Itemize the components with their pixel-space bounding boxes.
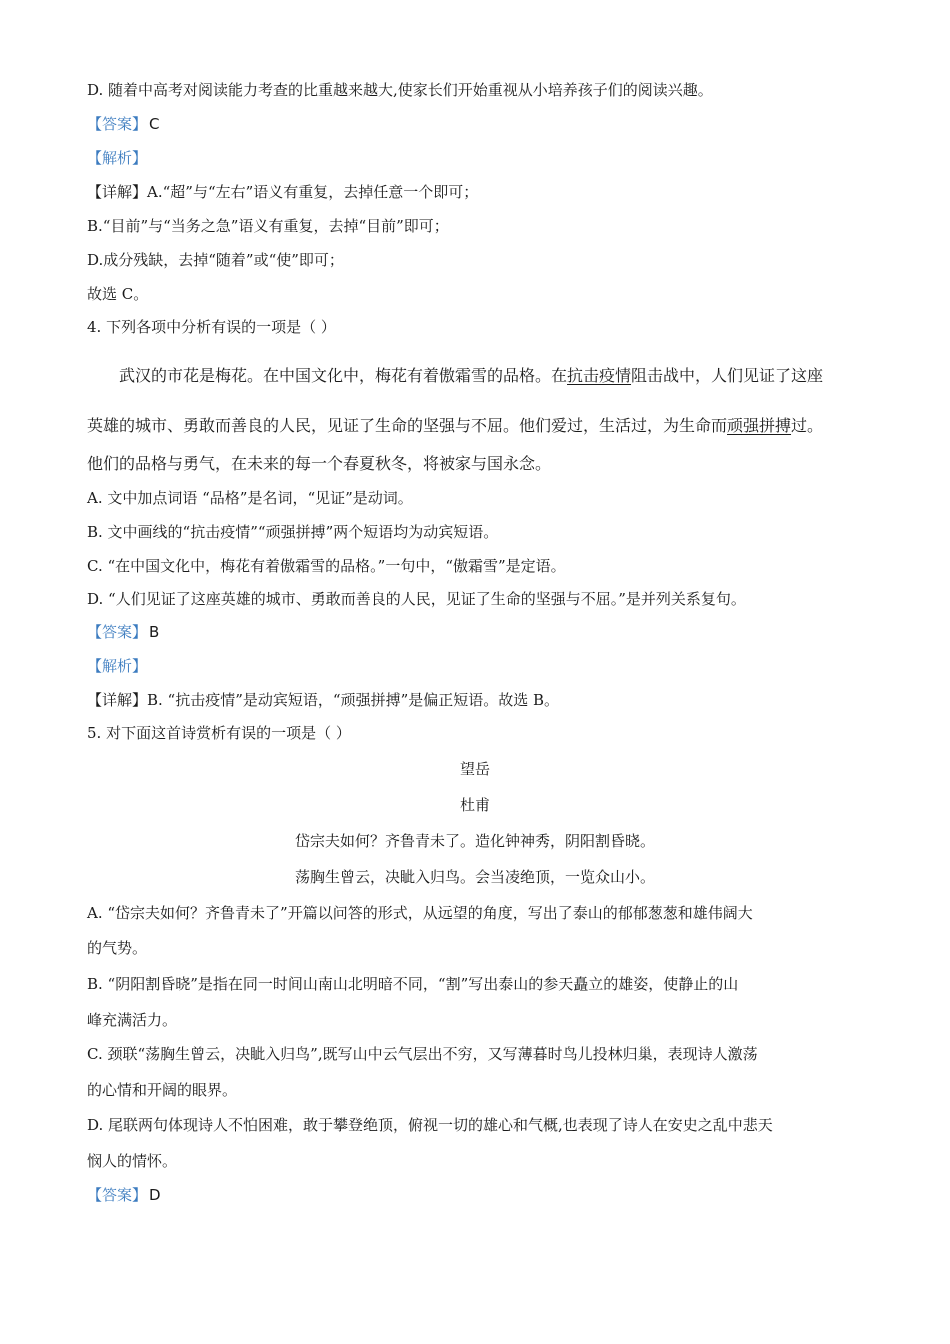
q4-option-d: D. “人们见证了这座英雄的城市、勇敢而善良的人民，见证了生命的坚强与不屈。”是并列关系复句。: [87, 590, 746, 608]
q5-option-c-line-1: C. 颈联“荡胸生曾云，决眦入归鸟”,既写山中云气层出不穷，又写薄暮时鸟儿投林归巢，表现诗人激荡: [87, 1045, 758, 1063]
q4-passage-line-3: 他们的品格与勇气，在未来的每一个春夏秋冬，将被家与国永念。: [87, 454, 552, 473]
q5-option-a-line-1: A. “岱宗夫如何？齐鲁青未了”开篇以问答的形式，从远望的角度，写出了泰山的郁郁葱葱和雄伟阔大: [87, 904, 753, 922]
poem-line-2: 荡胸生曾云，决眦入归鸟。会当凌绝顶，一览众山小。: [294, 868, 655, 886]
q4-answer: [87, 622, 159, 642]
q3-option-d: D. 随着中高考对阅读能力考查的比重越来越大,使家长们开始重视从小培养孩子们的阅读兴趣。: [87, 81, 713, 99]
q3-detail-1: 【详解】A.“超”与“左右”语义有重复，去掉任意一个即可；: [87, 183, 479, 201]
q3-detail-2: B.“目前”与“当务之急”语义有重复，去掉“目前”即可；: [87, 217, 449, 235]
q5-option-a-line-2: 的气势。: [87, 939, 148, 957]
answer-tag: 【答案】: [87, 623, 148, 641]
poem-line-1: 岱宗夫如何？齐鲁青未了。造化钟神秀，阴阳割昏晓。: [294, 832, 655, 850]
q5-option-d-line-2: 悯人的情怀。: [87, 1152, 178, 1170]
q5-stem: 5. 对下面这首诗赏析有误的一项是（ ）: [87, 724, 351, 742]
answer-tag: 【答案】: [87, 115, 148, 133]
q4-passage-line-1: [119, 366, 823, 386]
answer-value: B: [149, 623, 160, 641]
underlined-phrase: 抗击疫情: [567, 366, 632, 385]
q5-option-d-line-1: D. 尾联两句体现诗人不怕困难，敢于攀登绝顶，俯视一切的雄心和气概,也表现了诗人在安史之乱中悲天: [87, 1116, 773, 1134]
q4-option-b: B. 文中画线的“抗击疫情”“顽强拼搏”两个短语均为动宾短语。: [87, 523, 499, 541]
poem-title: 望岳: [459, 760, 490, 778]
q5-option-b-line-2: 峰充满活力。: [87, 1011, 178, 1029]
q4-passage-line-2: [87, 416, 823, 436]
analysis-tag: 【解析】: [87, 657, 148, 675]
q3-detail-3: D.成分残缺，去掉“随着”或“使”即可；: [87, 251, 344, 269]
q3-answer: [87, 114, 160, 134]
passage-text: 武汉的市花是梅花。在中国文化中，梅花有着傲霜雪的品格。在: [119, 366, 568, 385]
underlined-phrase: 顽强拼搏: [727, 416, 792, 435]
passage-text: 过。: [791, 416, 824, 435]
q4-stem: 4. 下列各项中分析有误的一项是（ ）: [87, 318, 336, 336]
answer-value: D: [149, 1186, 161, 1204]
passage-text: 阻击战中，人们见证了这座: [631, 366, 824, 385]
q5-answer: [87, 1185, 161, 1205]
q4-option-a: A. 文中加点词语 “品格”是名词，“见证”是动词。: [87, 489, 413, 507]
poem-author: 杜甫: [459, 796, 490, 814]
analysis-tag: 【解析】: [87, 149, 148, 167]
q3-detail-4: 故选 C。: [87, 285, 149, 303]
passage-text: 英雄的城市、勇敢而善良的人民，见证了生命的坚强与不屈。他们爱过，生活过，为生命而: [87, 416, 728, 435]
q5-option-b-line-1: B. “阴阳割昏晓”是指在同一时间山南山北明暗不同，“割”写出泰山的参天矗立的雄姿，使静止的山: [87, 975, 739, 993]
answer-value: C: [149, 115, 160, 133]
q5-option-c-line-2: 的心情和开阔的眼界。: [87, 1081, 238, 1099]
q4-detail: 【详解】B. “抗击疫情”是动宾短语，“顽强拼搏”是偏正短语。故选 B。: [87, 691, 560, 709]
answer-tag: 【答案】: [87, 1186, 148, 1204]
q4-option-c: C. “在中国文化中，梅花有着傲霜雪的品格。”一句中，“傲霜雪”是定语。: [87, 557, 566, 575]
